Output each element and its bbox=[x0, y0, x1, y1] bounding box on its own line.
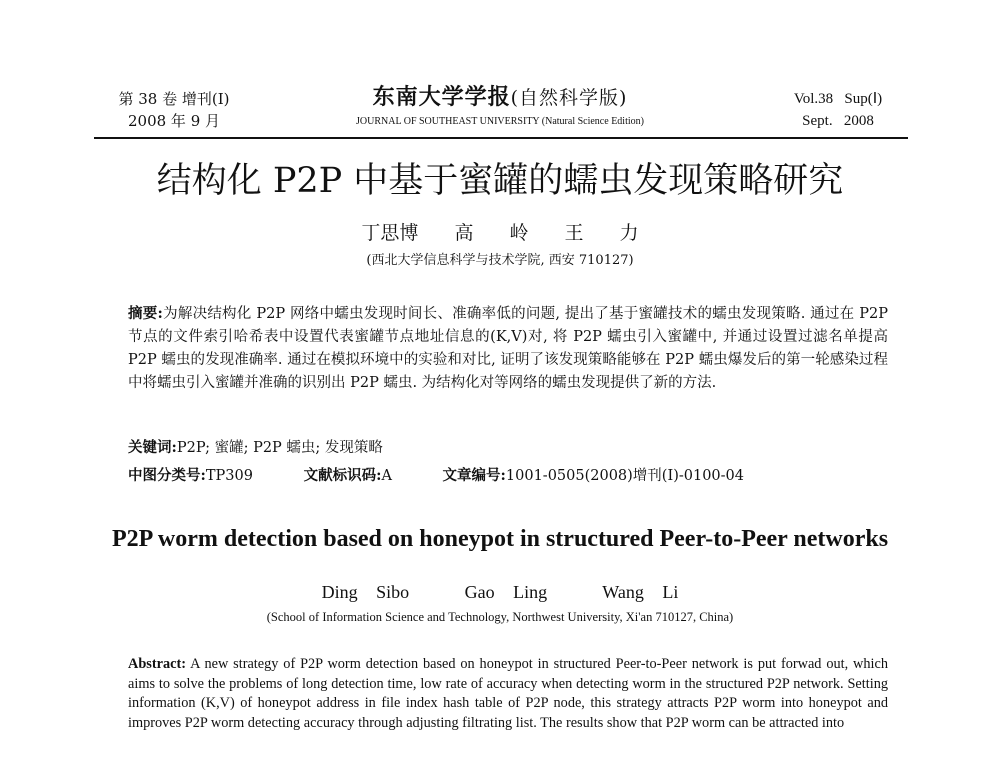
affiliation-cn: (西北大学信息科学与技术学院, 西安 710127) bbox=[366, 253, 634, 268]
journal-volume-info-en bbox=[768, 88, 908, 132]
journal-name-cn bbox=[290, 82, 710, 113]
article-number-label: 文章编号: bbox=[442, 467, 506, 484]
classification-line bbox=[128, 465, 888, 487]
journal-masthead bbox=[290, 82, 710, 129]
header-rule bbox=[94, 137, 908, 139]
document-code-label: 文献标识码: bbox=[303, 467, 382, 484]
authors-en: Ding Sibo Gao Ling Wang Li bbox=[321, 582, 679, 602]
volume-issue: 第 38 卷 增刊(Ⅰ) bbox=[118, 90, 230, 108]
keywords-cn-label: 关键词: bbox=[128, 439, 177, 456]
clc-label: 中图分类号: bbox=[128, 467, 206, 484]
article-number-value: 1001-0505(2008)增刊(Ⅰ)-0100-04 bbox=[505, 468, 745, 484]
clc-value: TP309 bbox=[205, 468, 253, 484]
abstract-en-label: Abstract: bbox=[128, 656, 186, 672]
authors-cn: 丁思博 高 岭 王 力 bbox=[361, 222, 639, 244]
abstract-cn bbox=[128, 302, 888, 395]
journal-name-en: JOURNAL OF SOUTHEAST UNIVERSITY (Natural Science Edition) bbox=[356, 116, 644, 127]
keywords-cn-text: P2P; 蜜罐; P2P 蠕虫; 发现策略 bbox=[176, 440, 383, 456]
affiliation-en: (School of Information Science and Technology, Northwest University, Xi'an 710127, China) bbox=[266, 610, 734, 624]
publication-date-cn: 2008 年 9 月 bbox=[127, 112, 221, 130]
journal-volume-info bbox=[104, 88, 244, 132]
publication-date-en: Sept. 2008 bbox=[802, 113, 874, 129]
journal-name-cn-edition: (自然科学版) bbox=[510, 87, 628, 109]
volume-supplement: Vol.38 Sup(Ⅰ) bbox=[793, 91, 883, 107]
journal-name-cn-main: 东南大学学报 bbox=[372, 84, 511, 110]
keywords-cn bbox=[128, 437, 888, 459]
abstract-en-text: A new strategy of P2P worm detection based on honeypot in structured Peer-to-Peer network is put forwad out, which aims to solve the problems of long detection time, low rate of accuracy when detecting worm in the structured P2P network. Setting information (K,V) of honeypot address in file index hash table of P2P node, this strategy attracts P2P worm into honeypot and improves P2P worm detecting accuracy through adjusting filtrating list. The results show that P2P worm can be attracted into bbox=[128, 656, 888, 731]
abstract-cn-label: 摘要: bbox=[128, 305, 163, 322]
document-code-value: A bbox=[381, 468, 392, 484]
paper-title-cn: 结构化 P2P 中基于蜜罐的蠕虫发现策略研究 bbox=[156, 161, 844, 201]
abstract-en bbox=[128, 655, 888, 733]
paper-title-en: P2P worm detection based on honeypot in structured Peer-to-Peer networks bbox=[111, 526, 889, 552]
abstract-cn-text: 为解决结构化 P2P 网络中蠕虫发现时间长、准确率低的问题, 提出了基于蜜罐技术的蠕虫发现策略. 通过在 P2P 节点的文件索引哈希表中设置代表蜜罐节点地址信息的(K,V)对, 将 P2P 蠕虫引入蜜罐中, 并通过设置过滤名单提高 P2P 蠕虫的发现准确率. 通过在模拟环境中的实验和对比, 证明了该发现策略能够在 P2P 蠕虫爆发后的第一轮感染过程中将蠕虫引入蜜罐并准确的识别出 P2P 蠕虫. 为结构化对等网络的蠕虫发现提供了新的方法. bbox=[128, 306, 888, 391]
